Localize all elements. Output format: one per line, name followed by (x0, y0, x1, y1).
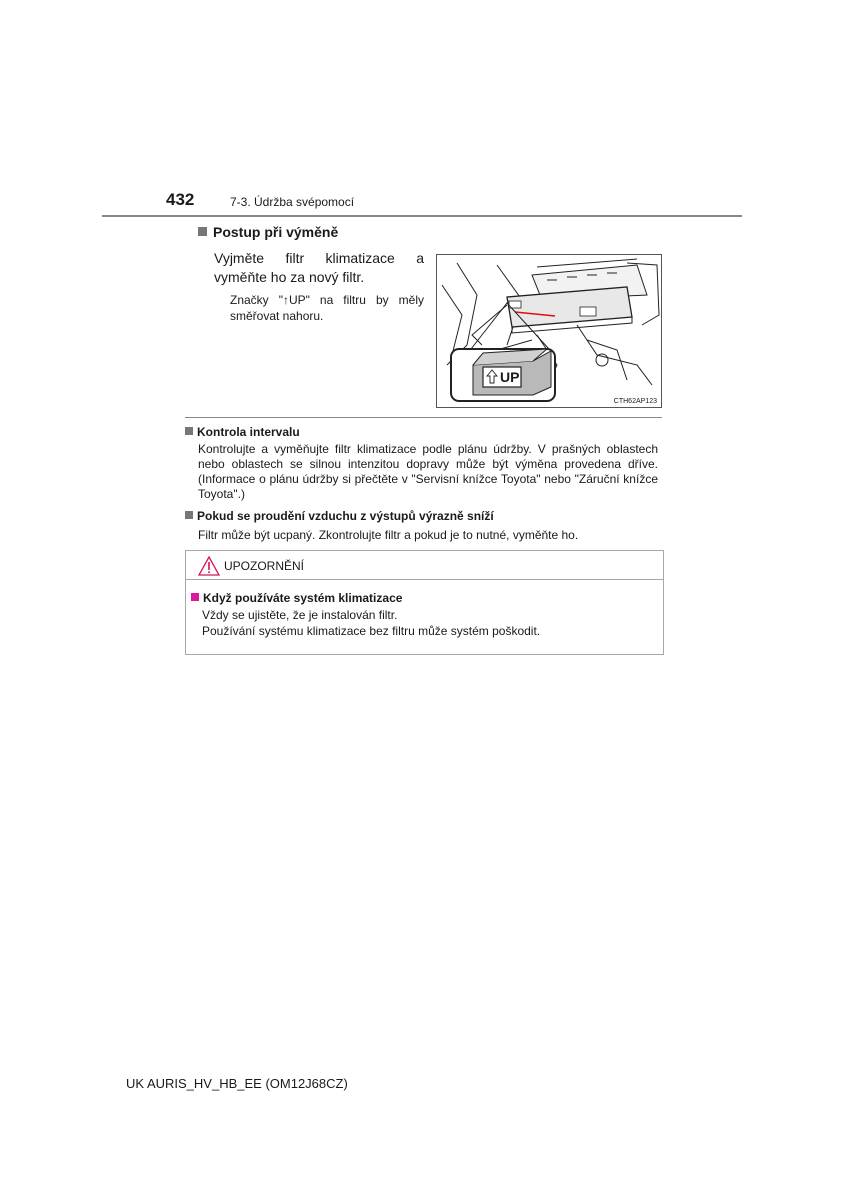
warning-subheading-text: Když používáte systém klimatizace (203, 591, 403, 605)
header-divider (102, 215, 742, 217)
info-heading-airflow (185, 509, 494, 523)
filter-drawing (437, 255, 661, 407)
section-title: 7-3. Údržba svépomocí (230, 195, 355, 209)
warning-title: UPOZORNĚNÍ (224, 559, 305, 573)
figure-code: CTH62AP123 (613, 398, 657, 405)
info-text-airflow: Filtr může být ucpaný. Zkontrolujte filtr a pokud je to nutné, vyměňte ho. (198, 528, 579, 542)
info-text-interval: Kontrolujte a vyměňujte filtr klimatizace podle plánu údržby. V prašných oblastech nebo oblastech se silnou intenzitou dopravy může být výměna provedena dříve. (Informace o plánu údržby si přečtěte v "Servisní knížce Toyota" nebo "Záruční knížce Toyota".) (198, 442, 658, 501)
info-heading-text: Kontrola intervalu (197, 425, 300, 439)
up-label: UP (500, 369, 520, 385)
bullet-square-icon (185, 427, 193, 435)
bullet-square-icon (198, 227, 207, 236)
footer-code: UK AURIS_HV_HB_EE (OM12J68CZ) (126, 1076, 348, 1091)
warning-box (185, 550, 664, 655)
info-heading-interval (185, 425, 300, 439)
filter-illustration (436, 254, 662, 408)
bullet-square-icon (191, 593, 199, 601)
step-instruction: Vyjměte filtr klimatizace a vyměňte ho za nový filtr. (214, 250, 424, 285)
warning-line: Používání systému klimatizace bez filtru může systém poškodit. (202, 624, 541, 638)
info-heading-text: Pokud se proudění vzduchu z výstupů výrazně sníží (197, 509, 494, 523)
step-heading (198, 224, 338, 240)
section-divider (185, 417, 662, 418)
warning-triangle-icon (198, 556, 220, 576)
step-heading-text: Postup při výměně (213, 224, 339, 240)
warning-line: Vždy se ujistěte, že je instalován filtr. (202, 608, 398, 622)
step-note: Značky "↑UP" na filtru by měly směřovat nahoru. (230, 293, 424, 323)
warning-header (186, 551, 663, 580)
page-number: 432 (166, 190, 195, 209)
warning-subheading (191, 591, 402, 605)
bullet-square-icon (185, 511, 193, 519)
